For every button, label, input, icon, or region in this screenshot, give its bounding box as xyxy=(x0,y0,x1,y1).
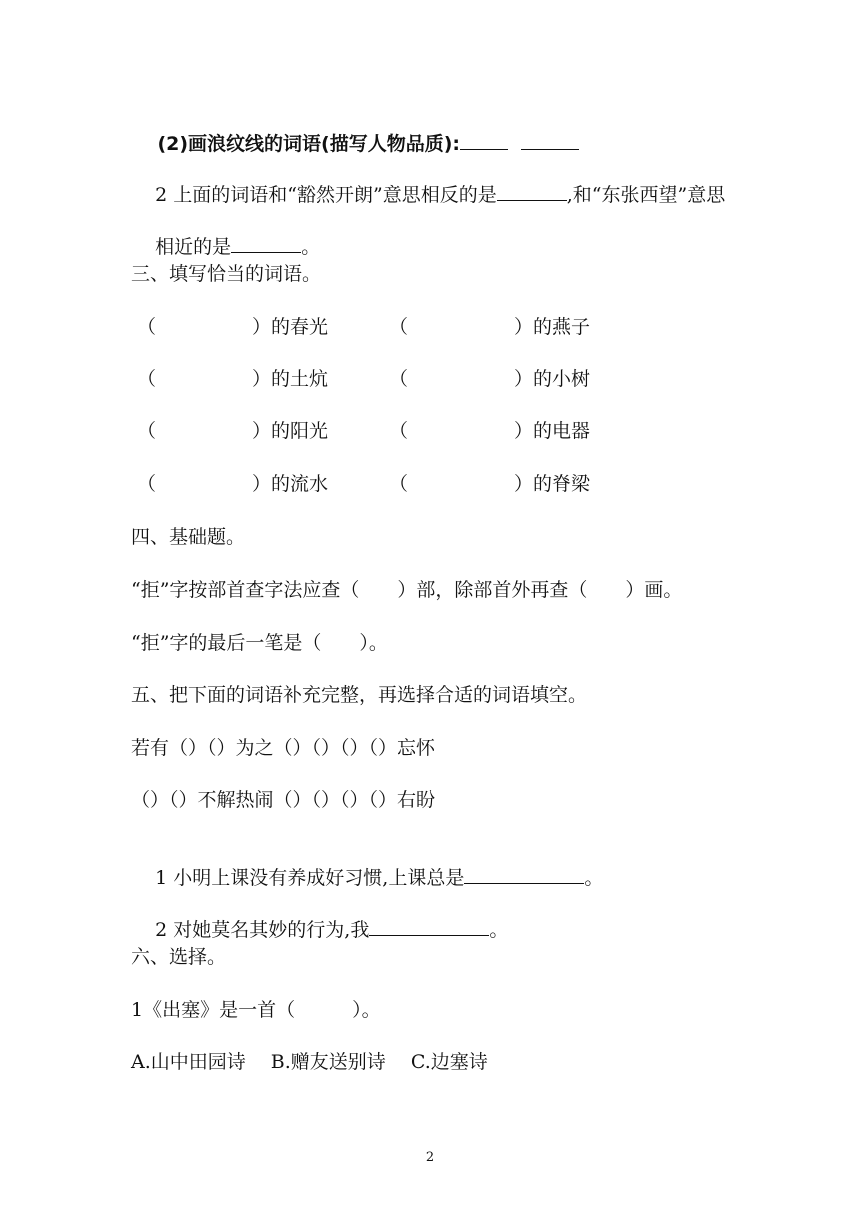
answer-blank[interactable] xyxy=(460,131,508,150)
answer-blank[interactable] xyxy=(464,865,584,884)
fill-phrase: ）的春光 xyxy=(252,316,329,338)
period: 。 xyxy=(584,867,604,889)
period: 。 xyxy=(301,236,321,258)
section-6-title: 六、选择。 xyxy=(131,946,227,968)
question-wavy-text: (2)画浪纹线的词语(描写人物品质): xyxy=(157,133,461,155)
question-opposite-text: 2 上面的词语和“豁然开朗”意思相反的是 xyxy=(155,184,497,206)
answer-blank[interactable] xyxy=(521,131,579,150)
page-number: 2 xyxy=(425,1150,435,1165)
fill-phrase: ）的小树 xyxy=(514,368,591,390)
paren-open: （ xyxy=(389,473,409,495)
question-similar-text: ,和“东张西望”意思 xyxy=(566,184,726,206)
fill-phrase: ）的阳光 xyxy=(252,420,329,442)
section-5-words-line-2: （）（）不解热闹（）（）（）（）右盼 xyxy=(131,789,436,811)
question-similar-text-cont: 相近的是 xyxy=(155,236,232,258)
section-6-question-1: 1《出塞》是一首（ ）。 xyxy=(131,999,381,1021)
section-4-title: 四、基础题。 xyxy=(131,526,246,548)
paren-open: （ xyxy=(137,368,157,390)
section-5-words-line-1: 若有（）（）为之（）（）（）（）忘怀 xyxy=(131,737,436,759)
section-4-question-1: “拒”字按部首查字法应查（ ）部，除部首外再查（ ）画。 xyxy=(131,579,683,601)
section-3-title: 三、填写恰当的词语。 xyxy=(131,263,322,285)
paren-open: （ xyxy=(389,420,409,442)
answer-blank[interactable] xyxy=(369,917,489,936)
fill-phrase: ）的电器 xyxy=(514,420,591,442)
paren-open: （ xyxy=(137,420,157,442)
answer-blank[interactable] xyxy=(497,182,567,201)
paren-open: （ xyxy=(137,473,157,495)
fill-phrase: ）的土炕 xyxy=(252,368,329,390)
question-text: 2 对她莫名其妙的行为,我 xyxy=(155,919,370,941)
section-5-title: 五、把下面的词语补充完整，再选择合适的词语填空。 xyxy=(131,684,588,706)
section-4-question-2: “拒”字的最后一笔是（ ）。 xyxy=(131,632,388,654)
section-6-options: A.山中田园诗 B.赠友送别诗 C.边塞诗 xyxy=(131,1051,488,1073)
period: 。 xyxy=(489,919,509,941)
paren-open: （ xyxy=(389,368,409,390)
fill-phrase: ）的流水 xyxy=(252,473,329,495)
paren-open: （ xyxy=(137,316,157,338)
question-text: 1 小明上课没有养成好习惯,上课总是 xyxy=(155,867,465,889)
fill-phrase: ）的脊梁 xyxy=(514,473,591,495)
fill-phrase: ）的燕子 xyxy=(514,316,591,338)
answer-blank[interactable] xyxy=(231,234,301,253)
paren-open: （ xyxy=(389,316,409,338)
